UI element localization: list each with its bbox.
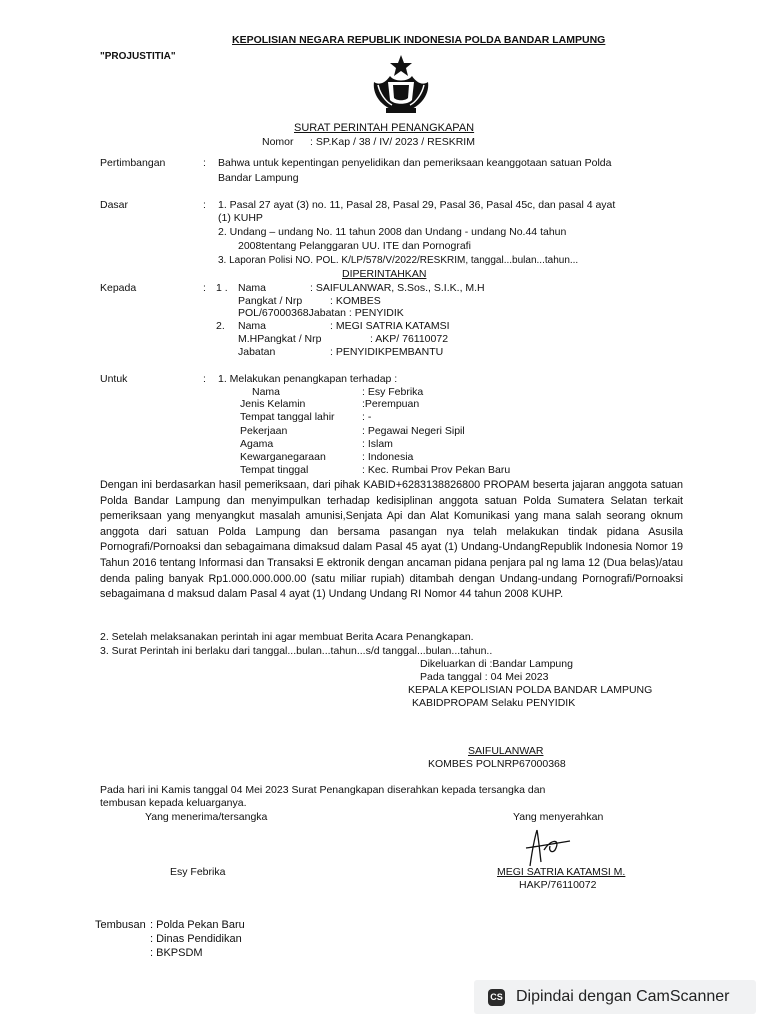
suspect-address-label: Tempat tinggal [240,464,309,476]
dasar-label: Dasar [100,199,129,211]
suspect-religion-label: Agama [240,438,274,450]
receiver-name: Esy Febrika [170,866,226,878]
suspect-nama-label: Nama [252,386,281,398]
kepada-p1-number: 1 . [216,282,228,294]
kepada-colon: : [203,282,206,294]
untuk-colon: : [203,373,206,385]
issuer-name: SAIFULANWAR [468,745,544,757]
suspect-job-label: Pekerjaan [240,425,288,437]
tembusan-item-1: : Polda Pekan Baru [150,919,245,931]
point-2: 2. Setelah melaksanakan perintah ini agar membuat Berita Acara Penangkapan. [100,631,474,643]
kepada-p2-nama: : MEGI SATRIA KATAMSI [330,320,450,332]
kepada-p1-pangkat-label: Pangkat / Nrp [238,295,303,307]
suspect-nationality-value: : Indonesia [362,451,414,463]
kepada-p2-pangkat: : AKP/ 76110072 [370,333,449,345]
pertimbangan-colon: : [203,157,206,169]
giver-label: Yang menyerahkan [513,811,604,823]
kepada-p1-nama-label: Nama [238,282,267,294]
giver-rank: HAKP/76110072 [519,879,597,891]
giver-name: MEGI SATRIA KATAMSI M. [497,866,626,878]
body-paragraph: Dengan ini berdasarkan hasil pemeriksaan, dari pihak KABID+6283138826800 PROPAM beserta jajaran anggota satuan Polda Bandar Lampung dan menyimpulkan terhadap kedisiplinan anggota satuan Polda Sumatera Selatan terkait pemeriksaan yang menyangkut masalah amunisi,Senjata Api dan Alat Komunikasi yang mana salah seorang oknum anggota dari satuan Polda Lampung dan bersama pasangan nya telah melakukan tindak pidana Asusila Pornografi/Pornoaksi dan sebagaimana dimaksud dalam Pasal 45 ayat (1) Undang-UndangRepublik Indonesia Nomor 19 Tahun 2016 tentang Informasi dan Transaksi E ektronik dengan ancaman pidana penjara pal ng lama 12 (Dua belas)/atau denda paling banyak Rp1.000.000.000.00 (satu miliar rupiah) ditambah dengan Undang-undang Pornografi/Pornoaksi sebagaimana d maksud dalam Pasal 4 ayat (1) Undang Undang RI Nomor 44 tahun 2008 KUHP. [100,479,683,601]
dasar-item3: 3. Laporan Polisi NO. POL. K/LP/578/V/2022/RESKRIM, tanggal...bulan...tahun... [218,255,579,266]
issuer-rank: KOMBES POLNRP67000368 [428,758,566,770]
pertimbangan-line2: Bandar Lampung [218,172,299,184]
handover-line2: tembusan kepada keluarganya. [100,797,247,809]
pertimbangan-label: Pertimbangan [100,157,166,169]
issued-place: Dikeluarkan di :Bandar Lampung [420,658,573,670]
suspect-nationality-label: Kewarganegaraan [240,451,326,463]
tembusan-item-3: : BKPSDM [150,947,203,959]
receiver-label: Yang menerima/tersangka [145,811,268,823]
document-title: SURAT PERINTAH PENANGKAPAN [294,122,475,134]
kepada-label: Kepada [100,282,137,294]
kepada-p2-jabatan: : PENYIDIKPEMBANTU [330,346,444,358]
kepada-p1-line3: POL/67000368Jabatan : PENYIDIK [238,307,404,319]
kepada-p2-pangkat-label: M.HPangkat / Nrp [238,333,322,345]
handover-line1: Pada hari ini Kamis tanggal 04 Mei 2023 Surat Penangkapan diserahkan kepada tersangka dan [100,784,546,796]
kepada-p2-jabatan-label: Jabatan [238,346,276,358]
camscanner-logo-icon: CS [488,989,505,1006]
camscanner-watermark [474,980,756,1014]
issuer-role: KABIDPROPAM Selaku PENYIDIK [412,697,576,709]
suspect-gender-label: Jenis Kelamin [240,398,306,410]
nomor-label: Nomor [262,136,294,148]
suspect-gender-value: :Perempuan [362,398,420,410]
suspect-job-value: : Pegawai Negeri Sipil [362,425,465,437]
diperintahkan-heading: DIPERINTAHKAN [342,268,427,280]
point-3: 3. Surat Perintah ini berlaku dari tanggal...bulan...tahun...s/d tanggal...bulan...tahun.. [100,645,493,657]
camscanner-text: Dipindai dengan CamScanner [516,988,730,1005]
suspect-address-value: : Kec. Rumbai Prov Pekan Baru [362,464,511,476]
dasar-item1-line1: 1. Pasal 27 ayat (3) no. 11, Pasal 28, Pasal 29, Pasal 36, Pasal 45c, dan pasal 4 ayat [218,199,616,211]
dasar-colon: : [203,199,206,211]
issued-date: Pada tanggal : 04 Mei 2023 [420,671,549,683]
kepada-p2-nama-label: Nama [238,320,267,332]
police-emblem [366,52,436,116]
pertimbangan-line1: Bahwa untuk kepentingan penyelidikan dan pemeriksaan keanggotaan satuan Polda [218,157,612,169]
tembusan-label: Tembusan [95,919,146,931]
projustitia-label: "PROJUSTITIA" [100,51,176,62]
kepada-p2-number: 2. [216,320,225,332]
kepada-p1-pangkat: : KOMBES [330,295,381,307]
untuk-label: Untuk [100,373,128,385]
suspect-nama-value: : Esy Febrika [362,386,424,398]
institution-header: KEPOLISIAN NEGARA REPUBLIK INDONESIA POLDA BANDAR LAMPUNG [232,34,606,46]
suspect-birth-label: Tempat tanggal lahir [240,411,335,423]
suspect-religion-value: : Islam [362,438,393,450]
dasar-item2-line1: 2. Undang – undang No. 11 tahun 2008 dan Undang - undang No.44 tahun [218,226,567,238]
issuer-office: KEPALA KEPOLISIAN POLDA BANDAR LAMPUNG [408,684,653,696]
dasar-item1-line2: (1) KUHP [218,212,263,224]
suspect-birth-value: : - [362,411,372,423]
tembusan-item-2: : Dinas Pendidikan [150,933,242,945]
dasar-item2-line2: 2008tentang Pelanggaran UU. ITE dan Pornografi [238,240,471,252]
nomor-value: : SP.Kap / 38 / IV/ 2023 / RESKRIM [310,136,475,148]
untuk-intro: 1. Melakukan penangkapan terhadap : [218,373,398,385]
giver-signature [510,822,590,872]
kepada-p1-nama: : SAIFULANWAR, S.Sos., S.I.K., M.H [310,282,485,294]
